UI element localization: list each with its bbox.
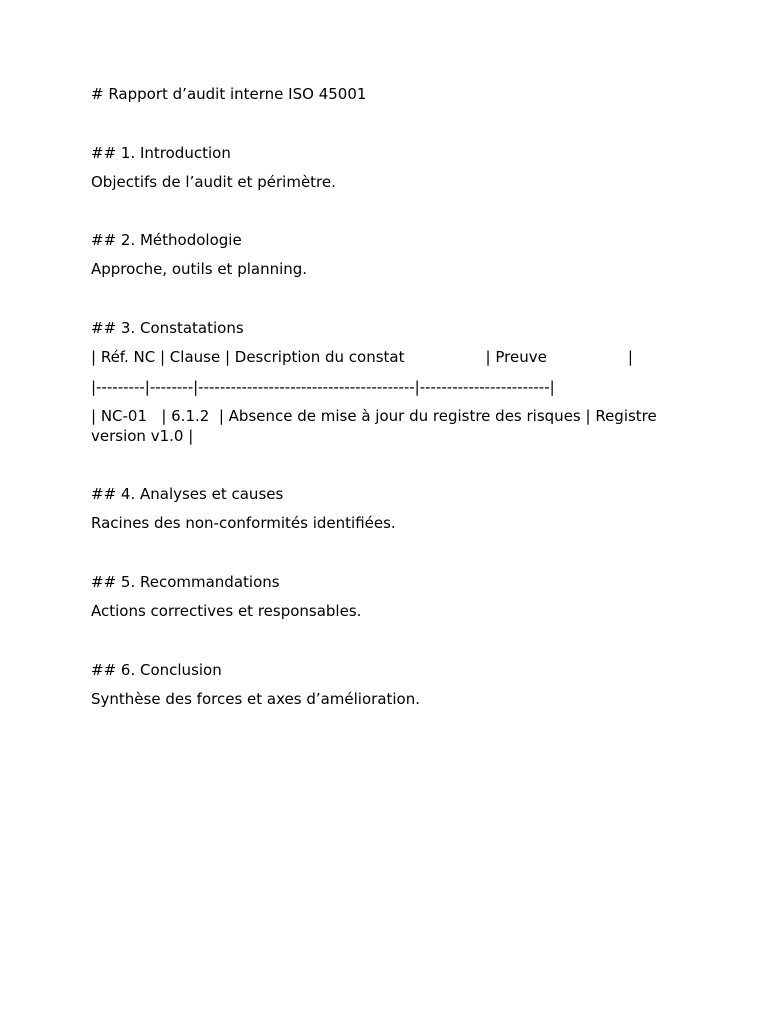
section-heading-introduction: ## 1. Introduction [91, 144, 231, 162]
table-separator-row: |---------|--------|----------------------------------------|------------------------| [91, 378, 555, 396]
section-body-recommandations: Actions correctives et responsables. [91, 602, 362, 620]
table-row: | NC-01 | 6.1.2 | Absence de mise à jour du registre des risques | Registre version v1.0 | [91, 407, 662, 445]
section-body-introduction: Objectifs de l’audit et périmètre. [91, 173, 336, 191]
section-body-methodologie: Approche, outils et planning. [91, 260, 308, 278]
section-heading-constatations: ## 3. Constatations [91, 319, 244, 337]
section-body-analyses: Racines des non-conformités identifiées. [91, 514, 396, 532]
section-heading-conclusion: ## 6. Conclusion [91, 661, 222, 679]
section-heading-recommandations: ## 5. Recommandations [91, 573, 280, 591]
section-body-conclusion: Synthèse des forces et axes d’amélioration. [91, 690, 421, 708]
section-heading-analyses: ## 4. Analyses et causes [91, 485, 284, 503]
section-heading-methodologie: ## 2. Méthodologie [91, 231, 242, 249]
document-title: # Rapport d’audit interne ISO 45001 [91, 85, 367, 103]
table-header-row: | Réf. NC | Clause | Description du constat | Preuve | [91, 348, 633, 366]
